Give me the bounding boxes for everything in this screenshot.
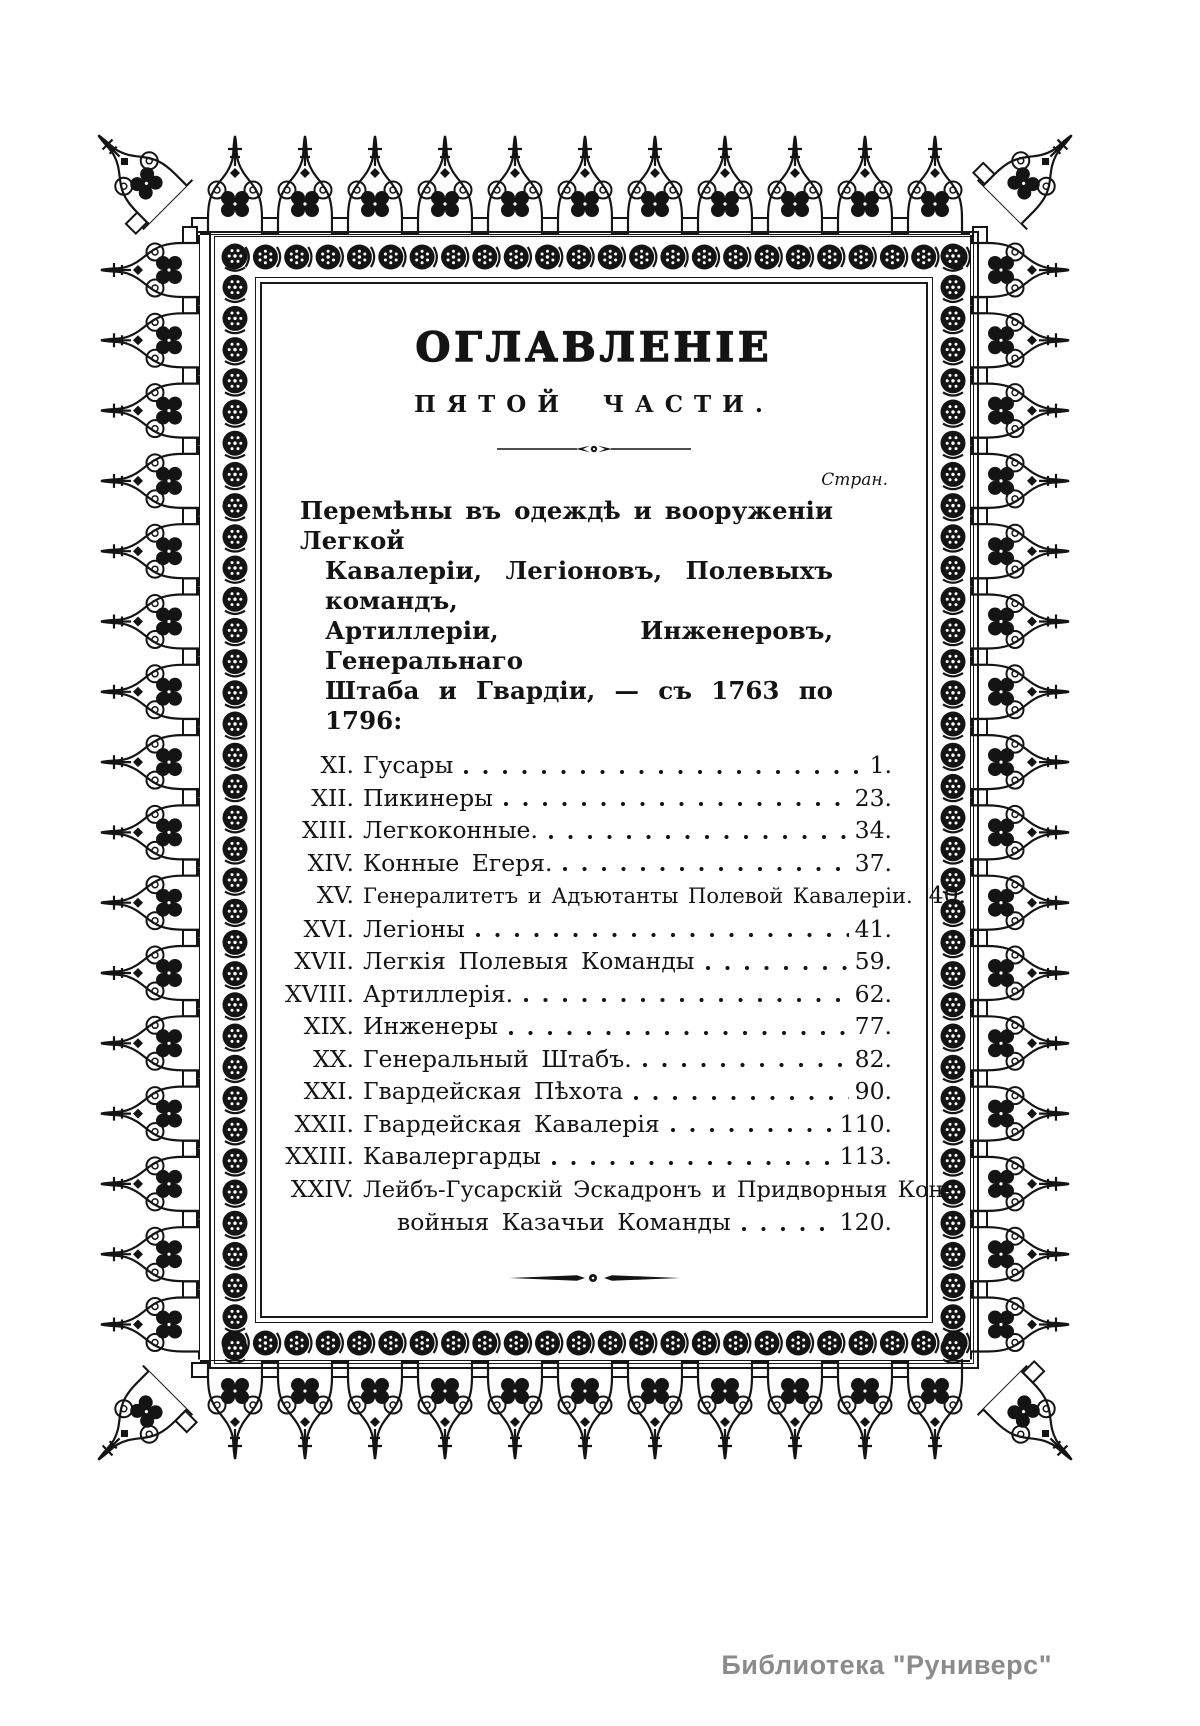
toc-page-number: 90. [854,1077,892,1105]
toc-page-number: 41. [854,914,892,943]
toc-row [276,1075,892,1108]
corner-motif-top-right [972,105,1096,229]
dot-leader [633,1095,849,1101]
dot-leader [508,1030,849,1036]
toc-list [276,749,966,1239]
toc-roman-numeral: XII. [311,783,354,812]
dot-leader [523,997,849,1003]
toc-roman-numeral: XXIV. [290,1174,354,1203]
toc-entry-title: Легкоконные. [363,816,538,844]
toc-roman-numeral: XIII. [301,816,354,844]
toc-entry-title: Гвардейская Кавалерія [363,1109,660,1138]
toc-entry-title: Лейбъ-Гусарскій Эскадронъ и Придворныя Кон- [363,1176,952,1203]
toc-entry-title: Инженеры [363,1012,498,1040]
toc-row [276,1010,892,1043]
toc-entry-title: Артиллерія. [363,979,514,1008]
toc-entry-title: Легкія Полевыя Команды [363,947,695,975]
toc-entry-title: Конные Егеря. [363,848,553,877]
intro-line: Кавалеріи, Легіоновъ, Полевыхъ командъ, [325,556,833,615]
dot-leader [551,1160,834,1166]
toc-row [276,847,892,880]
toc-roman-numeral: XVII. [294,947,354,975]
toc-row [276,1173,952,1207]
toc-entry-title: Пикинеры [363,783,493,812]
part-subtitle: ПЯТОЙ ЧАСТИ. [414,391,774,418]
toc-page-number: 59. [854,947,892,975]
toc-page-number: 82. [854,1044,892,1073]
toc-row [276,749,892,782]
toc-roman-numeral: XVI. [303,914,354,943]
toc-roman-numeral: XIV. [307,848,354,877]
intro-line: Штаба и Гвардіи, — съ 1763 по 1796: [325,676,833,735]
toc-roman-numeral: XXIII. [285,1142,354,1170]
toc-page-number: 40. [928,881,966,909]
toc-page-number: 62. [854,979,892,1008]
toc-row [276,782,892,815]
toc-roman-numeral: XX. [313,1044,354,1073]
toc-entry-title-continuation: войныя Казачьи Команды [397,1208,731,1236]
corner-motif-top-left [68,111,192,235]
page-content [264,286,966,1285]
toc-page-number: 120. [839,1208,892,1236]
corner-motif-bottom-right [978,1360,1102,1484]
toc-page-number: 110. [839,1109,892,1138]
dot-leader [562,866,848,872]
toc-page-number: 1. [869,751,892,779]
intro-line: Перемѣны въ одеждѣ и вооруженіи Легкой [300,496,833,555]
dot-leader [548,834,849,840]
intro-paragraph [300,496,833,736]
toc-page-number: 34. [854,816,892,844]
intro-line: Артиллеріи, Инженеровъ, Генеральнаго [325,616,833,675]
page-title: ОГЛАВЛЕНІЕ [415,324,773,371]
dot-leader [475,932,849,938]
toc-roman-numeral: XV. [316,881,354,909]
toc-roman-numeral: XVIII. [284,979,354,1008]
toc-page-number: 37. [854,848,892,877]
dot-leader [463,769,863,775]
toc-page-number: 23. [854,783,892,812]
toc-entry-title: Генеральный Штабъ. [363,1044,632,1073]
toc-row [276,1108,892,1141]
toc-row [276,879,966,913]
library-watermark: Библиотека "Руниверс" [721,1650,1052,1680]
dot-leader [741,1226,834,1232]
toc-roman-numeral: XXII. [294,1109,354,1138]
page-column-header: Стран. [821,470,888,490]
ornament-divider [494,442,694,456]
toc-entry-title: Гвардейская Пѣхота [363,1077,624,1105]
dot-leader [503,801,849,807]
dot-leader [670,1127,834,1133]
toc-row [276,978,892,1011]
toc-entry-title: Кавалергарды [363,1142,541,1170]
toc-roman-numeral: XXI. [303,1077,354,1105]
dot-leader [642,1062,849,1068]
toc-roman-numeral: XI. [320,751,354,779]
toc-roman-numeral: XIX. [303,1012,354,1040]
toc-row [276,814,892,847]
toc-row [276,1140,892,1173]
toc-entry-title: Гусары [363,751,454,779]
toc-page-number: 113. [839,1142,892,1170]
toc-entry-title: Легіоны [363,914,465,943]
corner-motif-bottom-left [74,1366,198,1490]
toc-row [276,945,892,978]
toc-row [276,1206,892,1239]
toc-page-number: 77. [854,1012,892,1040]
toc-row [276,1043,892,1076]
dot-leader [705,965,849,971]
toc-entry-title: Генералитетъ и Адъютанты Полевой Кавалеріи. [363,884,913,908]
end-ornament-divider [507,1271,682,1285]
toc-row [276,913,892,946]
